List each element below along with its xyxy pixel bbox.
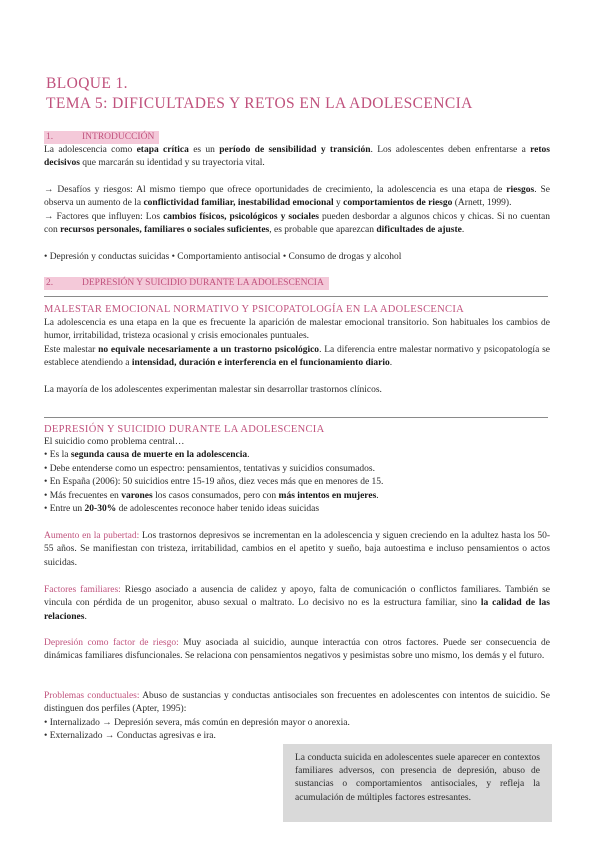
- list-item: • Externalizado → Conductas agresivas e ira.: [44, 731, 216, 742]
- text-run: (Arnett, 1999).: [452, 198, 512, 209]
- bold-run: retos decisivos: [44, 145, 550, 169]
- factors-paragraph: [44, 211, 550, 238]
- text-run: .: [389, 358, 393, 369]
- text-run: → Factores que influyen: Los: [44, 212, 164, 222]
- paragraph-label: Depresión como factor de riesgo:: [44, 638, 179, 648]
- text-run: • Es la: [44, 450, 71, 461]
- paragraph-label: Factores familiares:: [44, 585, 121, 595]
- subheading-malestar: MALESTAR EMOCIONAL NORMATIVO Y PSICOPATOLOGÍA EN LA ADOLESCENCIA: [44, 304, 465, 315]
- malestar-paragraph-2: [44, 344, 550, 371]
- bold-run: segunda causa de muerte en la adolescencia: [70, 450, 248, 461]
- bold-run: la calidad de las relaciones: [44, 598, 550, 622]
- bold-run: intensidad, duración e interferencia en el funcionamiento diario: [131, 358, 390, 369]
- text-run: .: [84, 611, 87, 622]
- risks-paragraph: [44, 184, 550, 211]
- text-run: Los trastornos depresivos se incrementan en la adolescencia y siguen creciendo en la adultez hasta los 50-55 años. Se manifiestan con tristeza, irritabilidad, cambios en el apetito y sueño, baja autoestima e incluso pensamientos o actos suicidas.: [44, 531, 550, 568]
- bold-run: riesgos: [506, 185, 535, 195]
- depresion-paragraph: [44, 637, 550, 664]
- divider: [44, 417, 548, 418]
- text-run: • Entre un: [44, 504, 85, 515]
- text-run: Muy asociada al suicidio, aunque interactúa con otros factores. Puede ser consecuencia de dinámicas familiares disfuncionales. Se relaciona con pensamientos negativos y pesimistas sobre uno mismo, los demás y el futuro.: [44, 638, 550, 662]
- section-title: DEPRESIÓN Y SUICIDIO DURANTE LA ADOLESCENCIA: [82, 278, 324, 288]
- divider: [44, 296, 548, 297]
- list-item: [44, 490, 550, 503]
- bold-run: comportamientos de riesgo: [343, 198, 453, 209]
- section-heading-introduccion: [44, 131, 159, 144]
- bold-run: dificultades de ajuste: [376, 225, 462, 236]
- malestar-paragraph-1: La adolescencia es una etapa en la que es frecuente la aparición de malestar emocional transitorio. Son habituales los cambios de humor, irritabilidad, tristeza ocasional y crisis emocionales puntuales.: [44, 318, 550, 342]
- block-title: BLOQUE 1.: [46, 75, 128, 92]
- text-run: .: [461, 225, 465, 236]
- conductuales-paragraph: [44, 690, 550, 744]
- text-run: los casos consumados, pero con: [152, 490, 279, 501]
- text-run: es un: [188, 145, 220, 155]
- list-item: [44, 449, 550, 462]
- bold-run: período de sensibilidad y transición: [219, 145, 371, 155]
- text-run: de adolescentes reconoce haber tenido ideas suicidas: [116, 504, 320, 515]
- text-run: Riesgo asociado a ausencia de calidez y apoyo, falta de comunicación o conflictos familiares. También se vincula con pérdida de un progenitor, abuso sexual o maltrato. Lo decisivo no es la estructura familiar, sino: [44, 585, 550, 609]
- section-title: INTRODUCCIÓN: [82, 132, 155, 142]
- list-item: • Internalizado → Depresión severa, más común en depresión mayor o anorexia.: [44, 717, 350, 728]
- paragraph-label: Aumento en la pubertad:: [44, 531, 140, 541]
- text-run: . La diferencia entre malestar normativo y psicopatología se establece atendiendo a: [44, 345, 550, 369]
- list-item: • En España (2006): 50 suicidios entre 15-19 años, diez veces más que en menores de 15.: [44, 477, 384, 488]
- bold-run: varones: [121, 490, 153, 501]
- list-item: [44, 503, 550, 516]
- bold-run: no equivale necesariamente a un trastorno psicológico: [98, 345, 320, 355]
- paragraph-label: Problemas conductuales:: [44, 691, 140, 701]
- bold-run: etapa crítica: [136, 145, 189, 155]
- text-run: , es probable que aparezcan: [269, 225, 377, 236]
- summary-box: La conducta suicida en adolescentes suele aparecer en contextos familiares adversos, con presencia de depresión, abuso de sustancias o comportamientos antisociales, y refleja la acumulación de múltiples factores estresantes.: [283, 744, 552, 822]
- text-run: y: [333, 198, 344, 209]
- malestar-paragraph-3: La mayoría de los adolescentes experimentan malestar sin desarrollar trastornos clínicos.: [44, 385, 382, 395]
- bold-run: 20-30%: [84, 504, 117, 515]
- section-number: 1.: [46, 132, 54, 142]
- topics-bullets: • Depresión y conductas suicidas • Comportamiento antisocial • Consumo de drogas y alcohol: [44, 252, 402, 262]
- subheading-suicidio: DEPRESIÓN Y SUICIDIO DURANTE LA ADOLESCENCIA: [44, 424, 325, 435]
- intro-paragraph: [44, 144, 550, 171]
- text-run: .: [247, 450, 250, 461]
- section-number: 2.: [46, 278, 54, 288]
- text-run: .: [376, 490, 379, 501]
- text-run: . Se observa un aumento de la: [44, 185, 551, 209]
- text-run: Este malestar: [44, 345, 99, 355]
- text-run: → Desafíos y riesgos: Al mismo tiempo que ofrece oportunidades de crecimiento, la adolescencia es una etapa de: [44, 185, 507, 195]
- text-run: La adolescencia como: [44, 145, 137, 155]
- text-run: que marcarán su identidad y su trayectoria vital.: [79, 158, 265, 169]
- list-item: • Debe entenderse como un espectro: pensamientos, tentativas y suicidios consumados.: [44, 463, 375, 474]
- topic-title: TEMA 5: DIFICULTADES Y RETOS EN LA ADOLESCENCIA: [46, 95, 473, 112]
- list-intro: El suicidio como problema central…: [44, 437, 185, 447]
- text-run: . Los adolescentes deben enfrentarse a: [370, 145, 531, 155]
- bold-run: conflictividad familiar, inestabilidad emocional: [143, 198, 334, 209]
- bold-run: cambios físicos, psicológicos y sociales: [163, 212, 319, 222]
- suicide-list: [44, 436, 550, 516]
- pubertad-paragraph: [44, 530, 550, 570]
- text-run: pueden desbordar a algunos chicos y chicas. Si no cuentan con: [44, 212, 550, 236]
- text-run: • Más frecuentes en: [44, 490, 122, 501]
- familiares-paragraph: [44, 584, 550, 624]
- bold-run: más intentos en mujeres: [278, 490, 377, 501]
- text-run: Abuso de sustancias y conductas antisociales son frecuentes en adolescentes con intentos de suicidio. Se distinguen dos perfiles (Apter, 1995):: [44, 691, 550, 715]
- section-heading-depresion: [44, 277, 329, 290]
- bold-run: recursos personales, familiares o sociales suficientes: [60, 225, 270, 236]
